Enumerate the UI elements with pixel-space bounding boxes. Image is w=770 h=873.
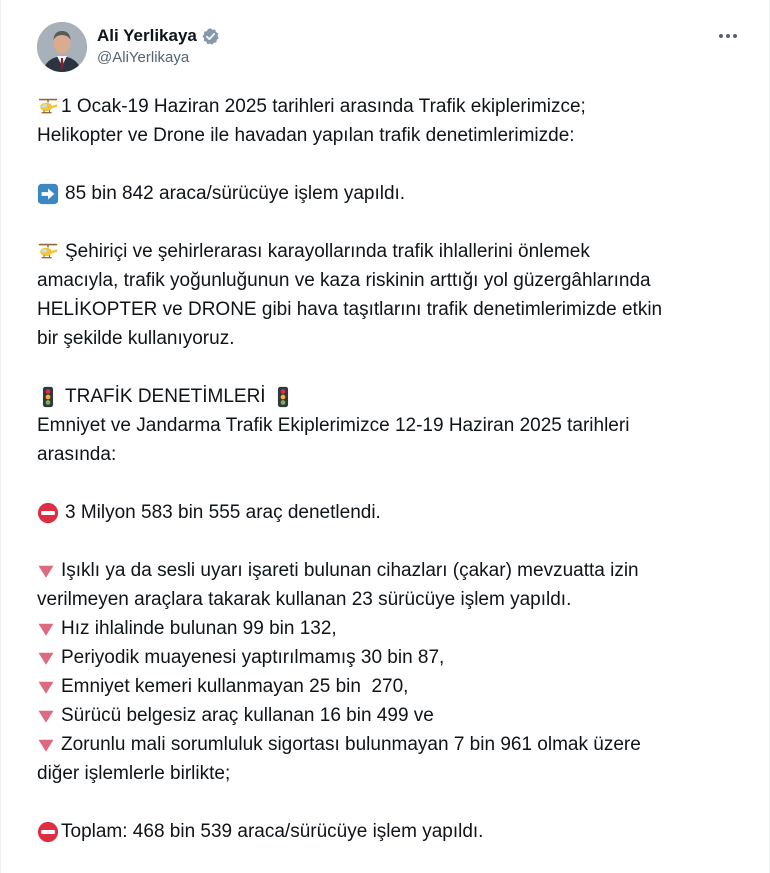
avatar[interactable] — [37, 22, 87, 72]
more-options-icon[interactable] — [711, 26, 745, 46]
text-line — [37, 121, 737, 150]
blank-line — [37, 469, 737, 498]
right-arrow-icon — [37, 183, 59, 205]
text-line — [37, 498, 737, 527]
more-dot — [726, 34, 730, 38]
text-line — [37, 817, 737, 846]
avatar-image — [37, 22, 87, 72]
text-line — [37, 701, 737, 730]
line-text: Helikopter ve Drone ile havadan yapılan trafik denetimlerimizde: — [37, 125, 575, 146]
red-triangle-down-icon — [37, 736, 55, 754]
line-text: Emniyet kemeri kullanmayan 25 bin 270, — [61, 676, 409, 697]
text-line — [37, 556, 737, 585]
author-display-name: Ali Yerlikaya — [97, 26, 197, 45]
author-names — [97, 26, 220, 68]
text-line — [37, 237, 737, 266]
traffic-light-icon — [272, 386, 294, 408]
line-text: 1 Ocak-19 Haziran 2025 tarihleri arasında Trafik ekiplerimizce; — [61, 96, 586, 117]
helicopter-icon — [37, 241, 59, 263]
line-text: 85 bin 842 araca/sürücüye işlem yapıldı. — [65, 183, 406, 204]
blank-line — [37, 527, 737, 556]
tweet-text — [37, 92, 737, 846]
no-entry-icon — [37, 502, 59, 524]
text-line — [37, 585, 737, 614]
red-triangle-down-icon — [37, 562, 55, 580]
text-line — [37, 759, 737, 788]
text-line — [37, 179, 737, 208]
line-text: Periyodik muayenesi yaptırılmamış 30 bin 87, — [61, 647, 445, 668]
text-line — [37, 643, 737, 672]
red-triangle-down-icon — [37, 678, 55, 696]
red-triangle-down-icon — [37, 620, 55, 638]
line-text: verilmeyen araçlara takarak kullanan 23 sürücüye işlem yapıldı. — [37, 589, 572, 610]
red-triangle-down-icon — [37, 707, 55, 725]
text-line — [37, 382, 737, 411]
line-text: bir şekilde kullanıyoruz. — [37, 328, 235, 349]
text-line — [37, 324, 737, 353]
more-dot — [719, 34, 723, 38]
line-text: Emniyet ve Jandarma Trafik Ekiplerimizce 12-19 Haziran 2025 tarihleri — [37, 415, 630, 436]
blank-line — [37, 788, 737, 817]
text-line — [37, 92, 737, 121]
line-text: diğer işlemlerle birlikte; — [37, 763, 231, 784]
no-entry-icon — [37, 821, 59, 843]
author-name-row[interactable] — [97, 26, 220, 46]
author-handle[interactable]: @AliYerlikaya — [97, 49, 190, 66]
line-text: Sürücü belgesiz araç kullanan 16 bin 499 ve — [61, 705, 434, 726]
text-line — [37, 411, 737, 440]
line-text: Zorunlu mali sorumluluk sigortası bulunmayan 7 bin 961 olmak üzere — [61, 734, 641, 755]
line-text: arasında: — [37, 444, 117, 465]
line-text: Hız ihlalinde bulunan 99 bin 132, — [61, 618, 337, 639]
text-line — [37, 614, 737, 643]
blank-line — [37, 353, 737, 382]
red-triangle-down-icon — [37, 649, 55, 667]
line-text: Şehiriçi ve şehirlerarası karayollarında trafik ihlallerini önlemek — [65, 241, 590, 262]
line-text: amacıyla, trafik yoğunluğunun ve kaza riskinin arttığı yol güzergâhlarında — [37, 270, 651, 291]
line-text: 3 Milyon 583 bin 555 araç denetlendi. — [65, 502, 381, 523]
text-line — [37, 672, 737, 701]
text-line — [37, 440, 737, 469]
line-text: Toplam: 468 bin 539 araca/sürücüye işlem yapıldı. — [61, 821, 484, 842]
text-line — [37, 266, 737, 295]
helicopter-icon — [37, 96, 59, 118]
tweet-header — [37, 20, 745, 72]
line-text: TRAFİK DENETİMLERİ — [65, 386, 266, 407]
line-text: HELİKOPTER ve DRONE gibi hava taşıtlarını trafik denetimlerimizde etkin — [37, 299, 663, 320]
verified-badge-icon — [201, 27, 220, 46]
more-dot — [733, 34, 737, 38]
traffic-light-icon — [37, 386, 59, 408]
text-line — [37, 295, 737, 324]
blank-line — [37, 208, 737, 237]
text-line — [37, 730, 737, 759]
blank-line — [37, 150, 737, 179]
line-text: Işıklı ya da sesli uyarı işareti bulunan cihazları (çakar) mevzuatta izin — [61, 560, 639, 581]
